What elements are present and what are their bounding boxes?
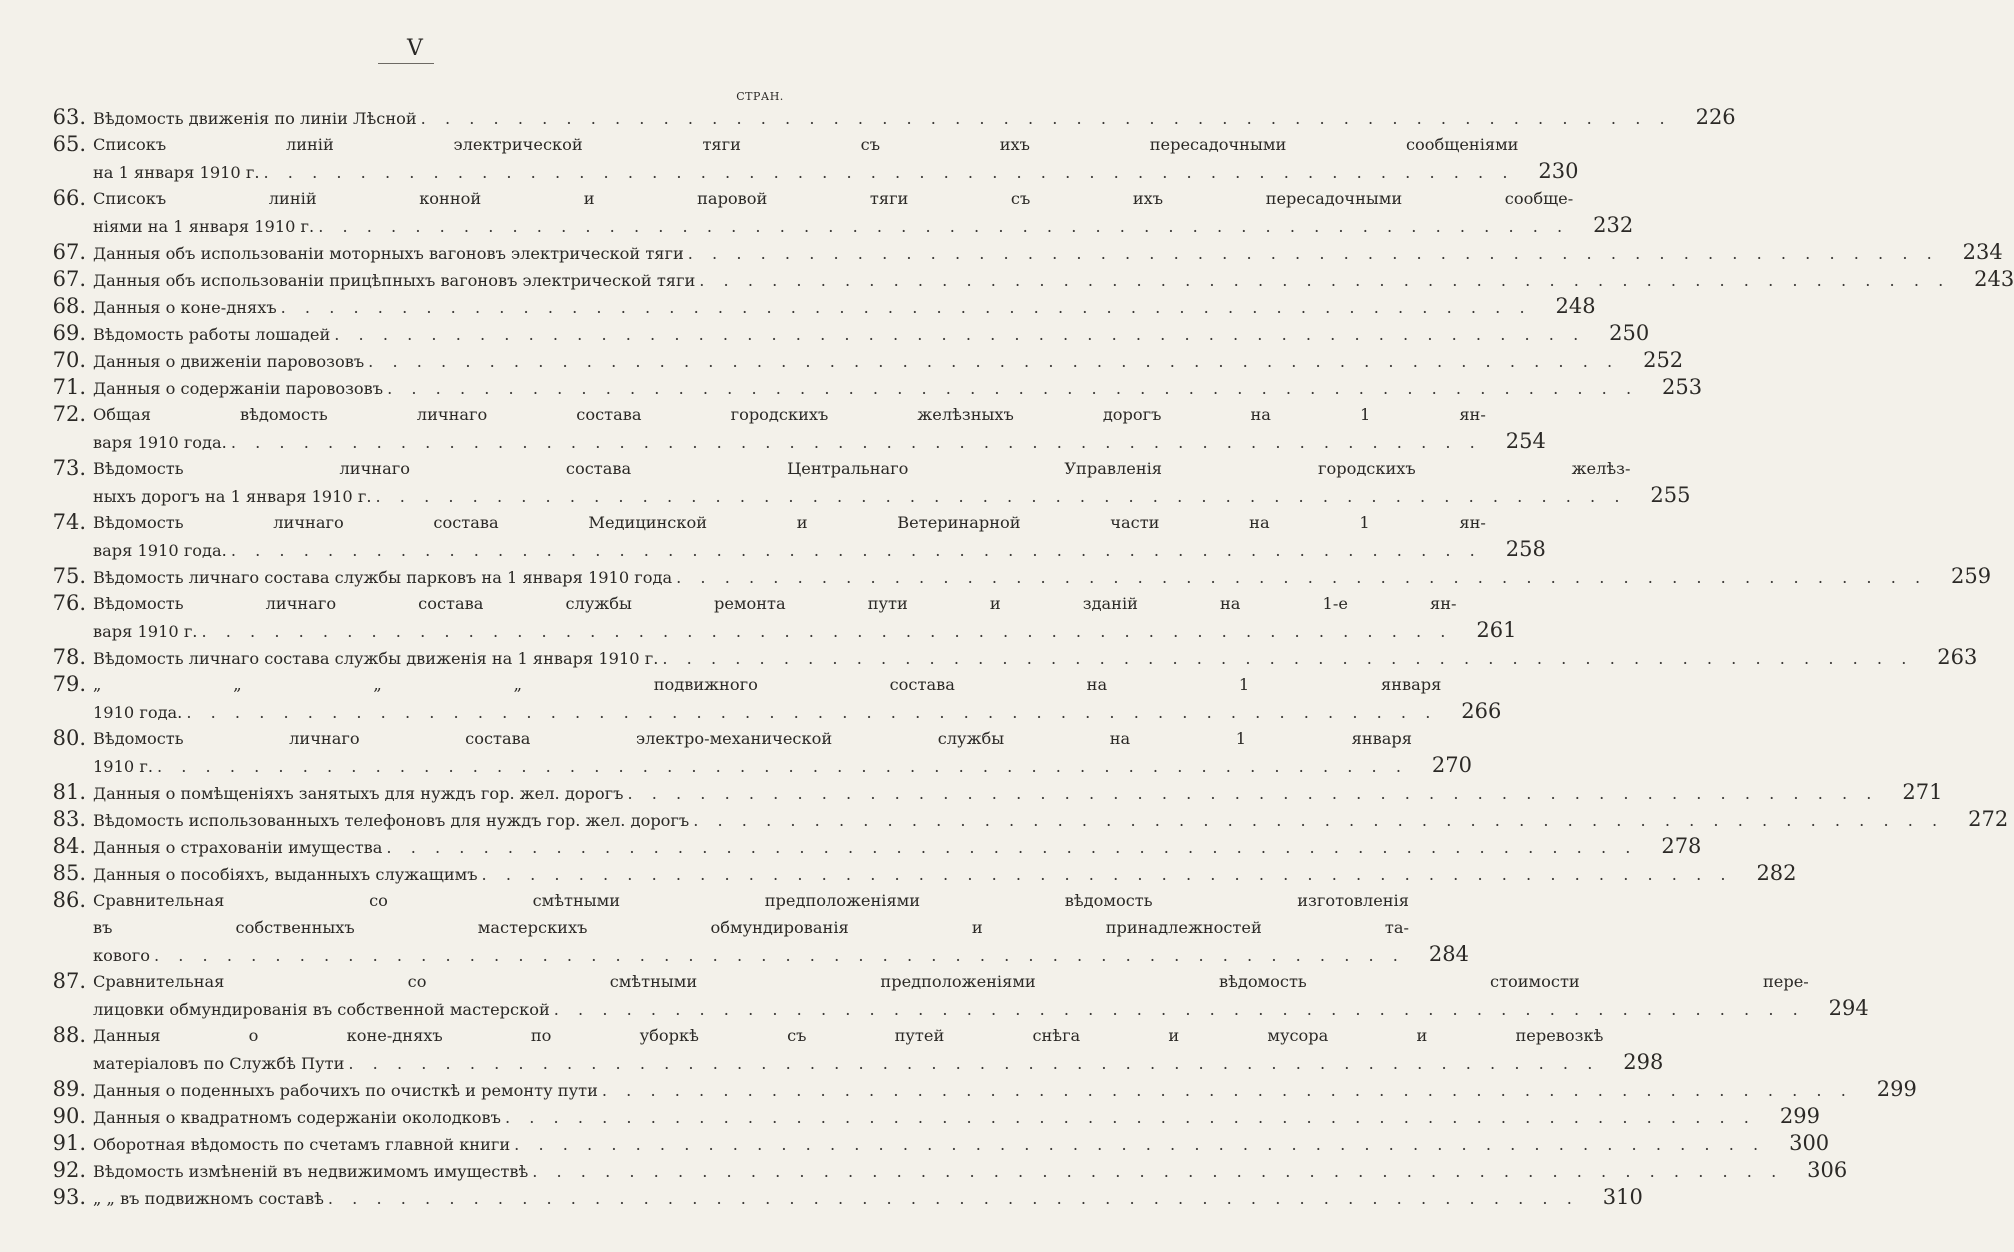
toc-entry — [34, 239, 2003, 266]
toc-entry — [34, 1130, 1830, 1157]
entry-number: 69. — [52, 321, 86, 345]
entry-page-number: 270 — [1431, 753, 1472, 777]
entry-title — [93, 455, 1690, 509]
entry-title-line: Вѣдомость личнаго состава Центральнаго Управленія городскихъ желѣз- — [93, 459, 1631, 478]
entry-title-line: матеріаловъ по Службѣ Пути — [93, 1054, 345, 1073]
entry-page-number: 232 — [1593, 213, 1634, 237]
entry-title-line: Данныя о поденныхъ рабочихъ по очисткѣ и ремонту пути — [93, 1081, 598, 1100]
entry-page-number: 300 — [1789, 1131, 1830, 1155]
page-column-header: СТРАН. — [736, 90, 784, 103]
entry-page-number: 261 — [1476, 618, 1517, 642]
entry-page-number: 230 — [1538, 159, 1579, 183]
entry-title — [93, 1130, 1829, 1157]
leader-dots: . . . . . . . . . . . . . . . . . . . . . . . . . . . . . . . . . . . . . . . . . . . . . . . . . . . . — [153, 946, 1405, 965]
toc-entry — [34, 104, 1736, 131]
entry-title — [93, 1157, 1847, 1184]
entry-number: 73. — [52, 456, 86, 480]
toc-entry — [34, 887, 1469, 968]
entry-title — [93, 239, 2003, 266]
toc-entry — [34, 266, 2014, 293]
entry-title-line: Вѣдомость личнаго состава службы ремонта пути и зданій на 1-е ян- — [93, 594, 1457, 613]
header-rule — [378, 63, 434, 64]
entry-title — [93, 725, 1472, 779]
entry-title-line: Общая вѣдомость личнаго состава городскихъ желѣзныхъ дорогъ на 1 ян- — [93, 405, 1486, 424]
entry-title-line: Оборотная вѣдомость по счетамъ главной книги — [93, 1135, 511, 1154]
entry-title-line: Сравнительная со смѣтными предположеніями вѣдомость изготовленія — [93, 891, 1409, 910]
leader-dots: . . . . . . . . . . . . . . . . . . . . . . . . . . . . . . . . . . . . . . . . . . . . . . . . . . . . — [230, 433, 1482, 452]
leader-dots: . . . . . . . . . . . . . . . . . . . . . . . . . . . . . . . . . . . . . . . . . . . . . . . . . . . . — [504, 1108, 1756, 1127]
toc-entry — [34, 1157, 1848, 1184]
leader-dots: . . . . . . . . . . . . . . . . . . . . . . . . . . . . . . . . . . . . . . . . . . . . . . . . . . . . — [553, 1000, 1805, 1019]
leader-dots: . . . . . . . . . . . . . . . . . . . . . . . . . . . . . . . . . . . . . . . . . . . . . . . . . . . . — [514, 1135, 1766, 1154]
entry-title — [93, 266, 2014, 293]
entry-title-line: Данныя объ использованіи моторныхъ вагоновъ электрической тяги — [93, 244, 684, 263]
entry-page-number: 248 — [1555, 294, 1596, 318]
entry-title — [93, 644, 1977, 671]
toc-entry — [34, 671, 1502, 725]
entry-page-number: 258 — [1505, 537, 1546, 561]
entry-number: 93. — [52, 1185, 86, 1209]
entry-page-number: 263 — [1937, 645, 1978, 669]
entry-title-line: Данныя о коне-дняхъ по уборкѣ съ путей снѣга и мусора и перевозкѣ — [93, 1026, 1604, 1045]
entry-title-line: Списокъ линій электрической тяги съ ихъ пересадочными сообщеніями — [93, 135, 1519, 154]
leader-dots: . . . . . . . . . . . . . . . . . . . . . . . . . . . . . . . . . . . . . . . . . . . . . . . . . . . . — [230, 541, 1482, 560]
entry-title — [93, 887, 1469, 968]
entry-number: 90. — [52, 1104, 86, 1128]
entry-title-line: Данныя о помѣщеніяхъ занятыхъ для нуждъ гор. жел. дорогъ — [93, 784, 624, 803]
leader-dots: . . . . . . . . . . . . . . . . . . . . . . . . . . . . . . . . . . . . . . . . . . . . . . . . . . . . — [386, 838, 1638, 857]
entry-number: 75. — [52, 564, 86, 588]
entry-title — [93, 131, 1578, 185]
entry-title-line: Вѣдомость личнаго состава электро-механической службы на 1 января — [93, 729, 1412, 748]
leader-dots: . . . . . . . . . . . . . . . . . . . . . . . . . . . . . . . . . . . . . . . . . . . . . . . . . . . . — [368, 352, 1620, 371]
toc-entry — [34, 1103, 1820, 1130]
entry-title — [93, 806, 2008, 833]
toc-entry — [34, 563, 1992, 590]
toc-entry — [34, 455, 1691, 509]
leader-dots: . . . . . . . . . . . . . . . . . . . . . . . . . . . . . . . . . . . . . . . . . . . . . . . . . . . . — [263, 163, 1515, 182]
entry-page-number: 266 — [1461, 699, 1502, 723]
entry-title — [93, 833, 1701, 860]
entry-title — [93, 563, 1991, 590]
entry-title-line: „ „ „ „ подвижного состава на 1 января — [93, 675, 1442, 694]
entry-number: 81. — [52, 780, 86, 804]
entry-number: 63. — [52, 105, 86, 129]
entry-number: 76. — [52, 591, 86, 615]
entry-title-line: 1910 года. — [93, 703, 183, 722]
entry-number: 65. — [52, 132, 86, 156]
entry-page-number: 298 — [1623, 1050, 1664, 1074]
entry-page-number: 226 — [1695, 105, 1736, 129]
leader-dots: . . . . . . . . . . . . . . . . . . . . . . . . . . . . . . . . . . . . . . . . . . . . . . . . . . . . — [318, 217, 1570, 236]
entry-title-line: Вѣдомость измѣненій въ недвижимомъ имуществѣ — [93, 1162, 529, 1181]
entry-number: 71. — [52, 375, 86, 399]
entry-title-line: 1910 г. — [93, 757, 153, 776]
toc-entry — [34, 374, 1703, 401]
leader-dots: . . . . . . . . . . . . . . . . . . . . . . . . . . . . . . . . . . . . . . . . . . . . . . . . . . . . — [676, 568, 1928, 587]
entry-number: 66. — [52, 186, 86, 210]
leader-dots: . . . . . . . . . . . . . . . . . . . . . . . . . . . . . . . . . . . . . . . . . . . . . . . . . . . . — [420, 109, 1672, 128]
entry-title-line: кового — [93, 946, 150, 965]
entry-title — [93, 1103, 1820, 1130]
entry-number: 72. — [52, 402, 86, 426]
entry-title — [93, 1184, 1643, 1211]
entry-title-line: Данныя о страхованіи имущества — [93, 838, 383, 857]
leader-dots: . . . . . . . . . . . . . . . . . . . . . . . . . . . . . . . . . . . . . . . . . . . . . . . . . . . . — [186, 703, 1438, 722]
entry-number: 79. — [52, 672, 86, 696]
entry-title — [93, 320, 1649, 347]
entry-title — [93, 1076, 1917, 1103]
entry-number: 92. — [52, 1158, 86, 1182]
toc-entry — [34, 401, 1546, 455]
entry-page-number: 282 — [1756, 861, 1797, 885]
entry-page-number: 272 — [1968, 807, 2009, 831]
toc-entry — [34, 644, 1978, 671]
toc-entry — [34, 347, 1684, 374]
entry-title — [93, 860, 1797, 887]
entry-number: 80. — [52, 726, 86, 750]
toc-entry — [34, 590, 1517, 644]
entry-title — [93, 293, 1596, 320]
toc-entry — [34, 1022, 1664, 1076]
leader-dots: . . . . . . . . . . . . . . . . . . . . . . . . . . . . . . . . . . . . . . . . . . . . . . . . . . . . — [201, 622, 1453, 641]
entry-title — [93, 347, 1683, 374]
leader-dots: . . . . . . . . . . . . . . . . . . . . . . . . . . . . . . . . . . . . . . . . . . . . . . . . . . . . — [375, 487, 1627, 506]
entry-title — [93, 374, 1702, 401]
leader-dots: . . . . . . . . . . . . . . . . . . . . . . . . . . . . . . . . . . . . . . . . . . . . . . . . . . . . — [481, 865, 1733, 884]
entry-page-number: 243 — [1974, 267, 2014, 291]
entry-page-number: 284 — [1428, 942, 1469, 966]
toc-entry — [34, 293, 1596, 320]
entry-page-number: 310 — [1602, 1185, 1643, 1209]
entry-page-number: 278 — [1661, 834, 1702, 858]
entry-number: 83. — [52, 807, 86, 831]
entry-number: 89. — [52, 1077, 86, 1101]
entry-number: 86. — [52, 888, 86, 912]
leader-dots: . . . . . . . . . . . . . . . . . . . . . . . . . . . . . . . . . . . . . . . . . . . . . . . . . . . . — [662, 649, 1914, 668]
entry-number: 84. — [52, 834, 86, 858]
entry-title-line: Вѣдомость личнаго состава службы парковъ на 1 января 1910 года — [93, 568, 673, 587]
leader-dots: . . . . . . . . . . . . . . . . . . . . . . . . . . . . . . . . . . . . . . . . . . . . . . . . . . . . — [687, 244, 1939, 263]
entry-title-line: Вѣдомость личнаго состава Медицинской и Ветеринарной части на 1 ян- — [93, 513, 1486, 532]
toc-entry — [34, 1076, 1917, 1103]
entry-title-line: Данныя о движеніи паровозовъ — [93, 352, 365, 371]
leader-dots: . . . . . . . . . . . . . . . . . . . . . . . . . . . . . . . . . . . . . . . . . . . . . . . . . . . . — [334, 325, 1586, 344]
entry-page-number: 252 — [1643, 348, 1684, 372]
entry-title-line: лицовки обмундированія въ собственной мастерской — [93, 1000, 550, 1019]
entry-title-line: ныхъ дорогъ на 1 января 1910 г. — [93, 487, 372, 506]
entry-number: 87. — [52, 969, 86, 993]
entry-page-number: 299 — [1876, 1077, 1917, 1101]
leader-dots: . . . . . . . . . . . . . . . . . . . . . . . . . . . . . . . . . . . . . . . . . . . . . . . . . . . . — [280, 298, 1532, 317]
toc-entry — [34, 833, 1702, 860]
toc-entry — [34, 509, 1546, 563]
entry-title — [93, 185, 1633, 239]
entry-title-line: Данныя о квадратномъ содержаніи околодковъ — [93, 1108, 501, 1127]
entry-title — [93, 968, 1869, 1022]
entry-page-number: 299 — [1779, 1104, 1820, 1128]
entry-title-line: Сравнительная со смѣтными предположеніями вѣдомость стоимости пере- — [93, 972, 1809, 991]
entry-page-number: 255 — [1650, 483, 1691, 507]
entry-title-line: въ собственныхъ мастерскихъ обмундированія и принадлежностей та- — [93, 918, 1409, 937]
entry-title-line: „ „ въ подвижномъ составѣ — [93, 1189, 324, 1208]
leader-dots: . . . . . . . . . . . . . . . . . . . . . . . . . . . . . . . . . . . . . . . . . . . . . . . . . . . . — [387, 379, 1639, 398]
entry-page-number: 254 — [1505, 429, 1546, 453]
entry-title-line: Списокъ линій конной и паровой тяги съ ихъ пересадочными сообще- — [93, 189, 1574, 208]
entry-page-number: 234 — [1962, 240, 2003, 264]
table-of-contents — [34, 104, 2014, 1211]
entry-title — [93, 104, 1736, 131]
entry-title-line: Данныя о содержаніи паровозовъ — [93, 379, 384, 398]
toc-entry — [34, 725, 1472, 779]
leader-dots: . . . . . . . . . . . . . . . . . . . . . . . . . . . . . . . . . . . . . . . . . . . . . . . . . . . . — [327, 1189, 1579, 1208]
entry-title-line: Данныя объ использованіи прицѣпныхъ вагоновъ электрической тяги — [93, 271, 696, 290]
leader-dots: . . . . . . . . . . . . . . . . . . . . . . . . . . . . . . . . . . . . . . . . . . . . . . . . . . . . — [699, 271, 1951, 290]
leader-dots: . . . . . . . . . . . . . . . . . . . . . . . . . . . . . . . . . . . . . . . . . . . . . . . . . . . . — [532, 1162, 1784, 1181]
entry-title-line: варя 1910 года. — [93, 541, 227, 560]
entry-number: 85. — [52, 861, 86, 885]
leader-dots: . . . . . . . . . . . . . . . . . . . . . . . . . . . . . . . . . . . . . . . . . . . . . . . . . . . . — [627, 784, 1879, 803]
entry-page-number: 250 — [1609, 321, 1650, 345]
toc-entry — [34, 320, 1650, 347]
entry-page-number: 271 — [1902, 780, 1943, 804]
entry-title-line: Вѣдомость личнаго состава службы движенія на 1 января 1910 г. — [93, 649, 659, 668]
toc-entry — [34, 1184, 1643, 1211]
leader-dots: . . . . . . . . . . . . . . . . . . . . . . . . . . . . . . . . . . . . . . . . . . . . . . . . . . . . — [693, 811, 1945, 830]
entry-page-number: 306 — [1807, 1158, 1848, 1182]
entry-title — [93, 1022, 1663, 1076]
toc-entry — [34, 779, 1943, 806]
entry-page-number: 294 — [1828, 996, 1869, 1020]
toc-entry — [34, 131, 1579, 185]
entry-title-line: варя 1910 г. — [93, 622, 198, 641]
entry-number: 91. — [52, 1131, 86, 1155]
entry-title-line: Данныя о пособіяхъ, выданныхъ служащимъ — [93, 865, 478, 884]
entry-title-line: на 1 января 1910 г. — [93, 163, 260, 182]
entry-number: 67. — [52, 267, 86, 291]
entry-number: 68. — [52, 294, 86, 318]
entry-number: 67. — [52, 240, 86, 264]
leader-dots: . . . . . . . . . . . . . . . . . . . . . . . . . . . . . . . . . . . . . . . . . . . . . . . . . . . . — [601, 1081, 1853, 1100]
entry-page-number: 253 — [1662, 375, 1703, 399]
page-number: V — [407, 36, 424, 61]
entry-title — [93, 671, 1501, 725]
entry-number: 78. — [52, 645, 86, 669]
entry-title — [93, 590, 1516, 644]
entry-title-line: Вѣдомость работы лошадей — [93, 325, 331, 344]
entry-number: 74. — [52, 510, 86, 534]
leader-dots: . . . . . . . . . . . . . . . . . . . . . . . . . . . . . . . . . . . . . . . . . . . . . . . . . . . . — [348, 1054, 1600, 1073]
entry-title-line: Вѣдомость движенія по линіи Лѣсной — [93, 109, 417, 128]
entry-number: 88. — [52, 1023, 86, 1047]
toc-entry — [34, 806, 2009, 833]
entry-title — [93, 779, 1942, 806]
entry-title-line: ніями на 1 января 1910 г. — [93, 217, 315, 236]
toc-entry — [34, 185, 1634, 239]
entry-title — [93, 509, 1546, 563]
toc-entry — [34, 860, 1797, 887]
leader-dots: . . . . . . . . . . . . . . . . . . . . . . . . . . . . . . . . . . . . . . . . . . . . . . . . . . . . — [156, 757, 1408, 776]
entry-page-number: 259 — [1951, 564, 1992, 588]
toc-entry — [34, 968, 1869, 1022]
entry-title — [93, 401, 1546, 455]
entry-number: 70. — [52, 348, 86, 372]
entry-title-line: варя 1910 года. — [93, 433, 227, 452]
entry-title-line: Данныя о коне-дняхъ — [93, 298, 277, 317]
entry-title-line: Вѣдомость использованныхъ телефоновъ для нуждъ гор. жел. дорогъ — [93, 811, 690, 830]
